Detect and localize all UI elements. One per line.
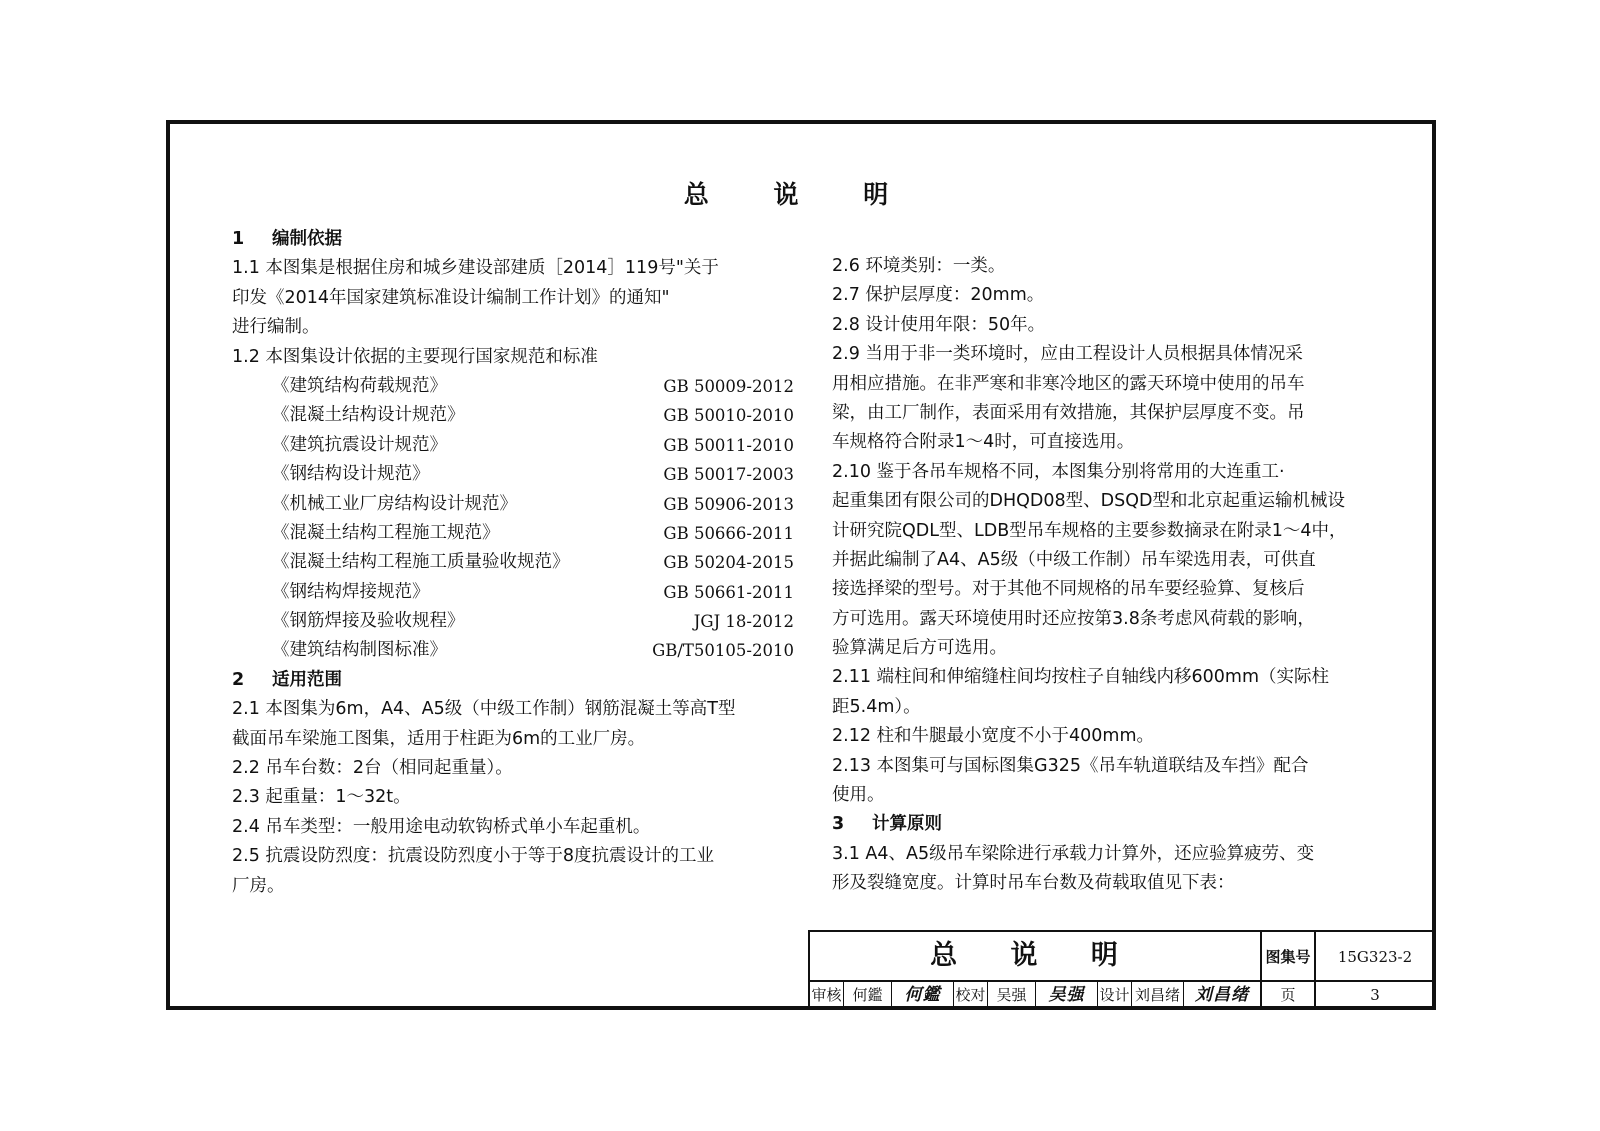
paragraph-line: 2.13 本图集可与国标图集G325《吊车轨道联结及车挡》配合 [832,755,1309,776]
paragraph-line: 印发《2014年国家建筑标准设计编制工作计划》的通知" [232,287,670,308]
standard-item [232,372,794,401]
paragraph-line: 厂房。 [232,875,285,896]
section-2-number: 2 [232,669,245,690]
section-2-heading [232,666,792,695]
check-label: 校对 [954,982,988,1008]
paragraph-line: 方可选用。露天环境使用时还应按第3.8条考虑风荷载的影响， [832,608,1315,629]
standard-item [232,607,794,636]
paragraph-line: 2.2 吊车台数：2台（相同起重量）。 [232,758,513,779]
paragraph-line: 梁，由工厂制作，表面采用有效措施，其保护层厚度不变。吊 [832,402,1305,423]
paragraph-line: 车规格符合附录1～4时，可直接选用。 [832,432,1135,453]
left-column [232,225,792,901]
paragraph-line: 验算满足后方可选用。 [832,638,1007,659]
atlas-number-label: 图集号 [1262,932,1316,982]
standard-code: GB 50661-2011 [663,582,794,602]
paragraph-line: 进行编制。 [232,317,320,338]
paragraph-line: 2.3 起重量：1～32t。 [232,787,411,808]
standard-code: GB 50017-2003 [663,465,794,485]
paragraph-line: 2.6 环境类别：一类。 [832,256,1006,276]
paragraph-line: 使用。 [832,785,885,806]
page-label: 页 [1262,982,1316,1008]
paragraph-line: 2.11 端柱间和伸缩缝柱间均按柱子自轴线内移600mm（实际柱 [832,667,1330,688]
standard-item [232,636,794,665]
paragraph-line: 用相应措施。在非严寒和非寒冷地区的露天环境中使用的吊车 [832,373,1305,394]
atlas-number-value: 15G323-2 [1316,932,1434,982]
paragraph-line: 计研究院QDL型、LDB型吊车规格的主要参数摘录在附录1～4中， [832,520,1347,541]
title-block-title: 总 说 明 [810,932,1262,982]
standard-name: 《混凝土结构工程施工规范》 [272,522,500,543]
standard-name: 《混凝土结构设计规范》 [272,405,465,426]
standard-name: 《混凝土结构工程施工质量验收规范》 [272,552,570,573]
standard-item [232,460,794,489]
standard-name: 《钢结构焊接规范》 [272,581,430,602]
page-number: 3 [1316,982,1434,1008]
paragraph-line: 1.1 本图集是根据住房和城乡建设部建质［2014］119号"关于 [232,258,719,279]
paragraph-line: 2.4 吊车类型：一般用途电动软钩桥式单小车起重机。 [232,816,651,837]
paragraph-line: 2.8 设计使用年限：50年。 [832,314,1046,335]
standard-name: 《建筑结构荷载规范》 [272,375,447,396]
paragraph-line: 接选择梁的型号。对于其他不同规格的吊车要经验算、复核后 [832,579,1305,600]
paragraph-line: 形及裂缝宽度。计算时吊车台数及荷载取值见下表： [832,873,1235,894]
section-1-title: 编制依据 [272,229,342,249]
standard-code: GB 50011-2010 [663,435,794,455]
standard-name: 《建筑抗震设计规范》 [272,434,447,455]
standard-item [232,490,794,519]
title-block [808,930,1436,1010]
standard-code: GB 50204-2015 [663,553,794,573]
paragraph-line: 并据此编制了A4、A5级（中级工作制）吊车梁选用表，可供直 [832,549,1316,570]
paragraph-line: 2.10 鉴于各吊车规格不同，本图集分别将常用的大连重工· [832,461,1285,482]
standard-item [232,431,794,460]
review-name: 何鑑 [844,982,892,1008]
paragraph-line: 起重集团有限公司的DHQD08型、DSQD型和北京起重运输机械设 [832,491,1345,512]
design-label: 设计 [1098,982,1132,1008]
paragraph-line: 2.12 柱和牛腿最小宽度不小于400mm。 [832,726,1155,747]
standard-code: GB 50666-2011 [663,523,794,543]
section-3-heading [832,810,1392,839]
review-label: 审核 [810,982,844,1008]
standard-item [232,519,794,548]
standard-code: GB/T50105-2010 [652,641,794,661]
paragraph-line: 3.1 A4、A5级吊车梁除进行承载力计算外，还应验算疲劳、变 [832,843,1315,864]
paragraph-line: 距5.4m）。 [832,696,921,717]
page-title: 总 说 明 [683,180,917,209]
section-1-number: 1 [232,229,245,249]
review-signature: 何鑑 [892,982,954,1008]
check-name: 吴强 [988,982,1036,1008]
standard-code: GB 50010-2010 [663,406,794,426]
paragraph-line: 2.1 本图集为6m，A4、A5级（中级工作制）钢筋混凝土等高T型 [232,699,736,720]
standard-item [232,548,794,577]
paragraph-line: 截面吊车梁施工图集，适用于柱距为6m的工业厂房。 [232,728,646,749]
design-name: 刘昌绪 [1132,982,1184,1008]
standard-item [232,401,794,430]
paragraph-line: 1.2 本图集设计依据的主要现行国家规范和标准 [232,346,598,367]
design-signature: 刘昌绪 [1184,982,1262,1008]
paragraph-line: 2.9 当用于非一类环境时，应由工程设计人员根据具体情况采 [832,344,1303,365]
standard-name: 《建筑结构制图标准》 [272,640,447,661]
section-3-number: 3 [832,814,845,835]
standard-code: GB 50906-2013 [663,494,794,514]
standard-name: 《钢筋焊接及验收规程》 [272,611,465,632]
standard-name: 《钢结构设计规范》 [272,464,430,485]
standard-code: JGJ 18-2012 [693,612,794,632]
check-signature: 吴强 [1036,982,1098,1008]
section-1-heading [232,225,792,254]
standard-name: 《机械工业厂房结构设计规范》 [272,493,517,514]
standard-code: GB 50009-2012 [663,376,794,396]
paragraph-line: 2.5 抗震设防烈度：抗震设防烈度小于等于8度抗震设计的工业 [232,846,715,867]
right-column [832,252,1392,899]
section-3-title: 计算原则 [872,814,942,835]
paragraph-line: 2.7 保护层厚度：20mm。 [832,285,1045,306]
section-2-title: 适用范围 [272,669,342,690]
standard-item [232,578,794,607]
